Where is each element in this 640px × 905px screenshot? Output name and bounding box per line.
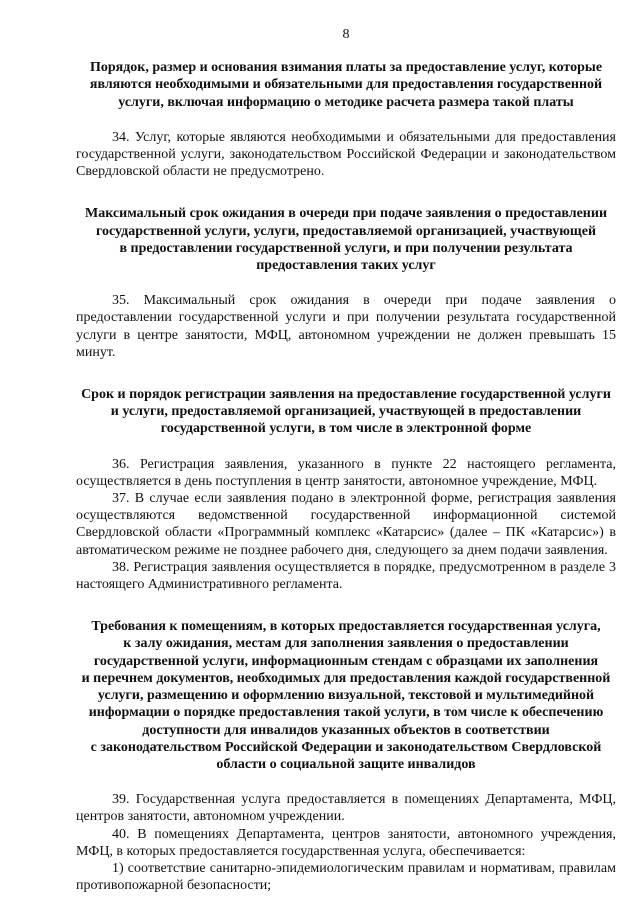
heading-line: государственной услуги, в том числе в электронной форме — [160, 421, 532, 437]
heading-line: Срок и порядок регистрации заявления на предоставление государственной услуги — [81, 387, 611, 403]
section-heading-payment — [76, 59, 616, 111]
heading-line: и перечнем документов, необходимых для предоставления каждой государственной — [81, 670, 611, 686]
paragraph-40-item-1: 1) соответствие санитарно-эпидемиологическим правилам и нормативам, правилам противопожарной безопасности; — [76, 860, 616, 894]
paragraph-36: 36. Регистрация заявления, указанного в пункте 22 настоящего регламента, осуществляется в день поступления в центр занятости, автономное учреждение, МФЦ. — [76, 456, 616, 489]
heading-line: Максимальный срок ожидания в очереди при подаче заявления о предоставлении — [84, 206, 608, 222]
heading-line: предоставления таких услуг — [256, 258, 436, 274]
section-heading-queue-time — [76, 205, 616, 274]
section-heading-premises-requirements — [76, 618, 616, 773]
heading-line: доступности для инвалидов указанных объектов в соответствии — [142, 722, 550, 738]
heading-line: информации о порядке предоставления такой услуги, в том числе к обеспечению — [88, 705, 604, 721]
heading-line: услуги, размещению и оформлению визуальной, текстовой и мультимедийной — [97, 688, 595, 704]
heading-line: в предоставлении государственной услуги, и при получении результата — [119, 240, 573, 256]
heading-line: Порядок, размер и основания взимания платы за предоставление услуг, которые — [89, 60, 603, 76]
heading-line: услуги, включая информацию о методике расчета размера такой платы — [118, 94, 574, 110]
paragraph-37: 37. В случае если заявления подано в электронной форме, регистрация заявления осуществляются ведомственной государственной информационной системой Свердловской области «Программный комплекс «Катарсис» (далее – ПК «Катарсис») в автоматическом режиме не позднее рабочего дня, следующего за днем подачи заявления. — [76, 491, 616, 558]
section-heading-registration — [76, 386, 616, 438]
heading-line: Требования к помещениям, в которых предоставляется государственная услуга, — [91, 619, 601, 635]
page-number: 8 — [342, 27, 350, 42]
paragraph-38: 38. Регистрация заявления осуществляется в порядке, предусмотренном в разделе 3 настоящего Административного регламента. — [76, 559, 616, 593]
heading-line: государственной услуги, информационным стендам с образцами их заполнения — [93, 653, 599, 669]
paragraph-35: 35. Максимальный срок ожидания в очереди при подаче заявления о предоставлении государственной услуги и при получении результата государственной услуги в центре занятости, МФЦ, автономном учреждении не должен превышать 15 минут. — [76, 293, 616, 360]
heading-line: являются необходимыми и обязательными для предоставления государственной — [89, 77, 603, 93]
heading-line: к залу ожидания, местам для заполнения заявления о предоставлении — [123, 636, 569, 652]
paragraph-34: 34. Услуг, которые являются необходимыми и обязательными для предоставления государственной услуги, законодательством Российской Федерации и законодательством Свердловской области не предусмотрено. — [76, 129, 616, 180]
heading-line: и услуги, предоставляемой организацией, участвующей в предоставлении — [110, 404, 582, 420]
heading-line: государственной услуги, услуги, предоставляемой организацией, участвующей — [95, 223, 597, 239]
paragraph-40: 40. В помещениях Департамента, центров занятости, автономного учреждения, МФЦ, в которых предоставляется государственная услуга, обеспечивается: — [76, 826, 616, 859]
heading-line: с законодательством Российской Федерации и законодательством Свердловской — [90, 739, 602, 755]
paragraph-39: 39. Государственная услуга предоставляется в помещениях Департамента, МФЦ, центров занятости, автономном учреждении. — [76, 792, 616, 825]
heading-line: области о социальной защите инвалидов — [216, 756, 476, 772]
